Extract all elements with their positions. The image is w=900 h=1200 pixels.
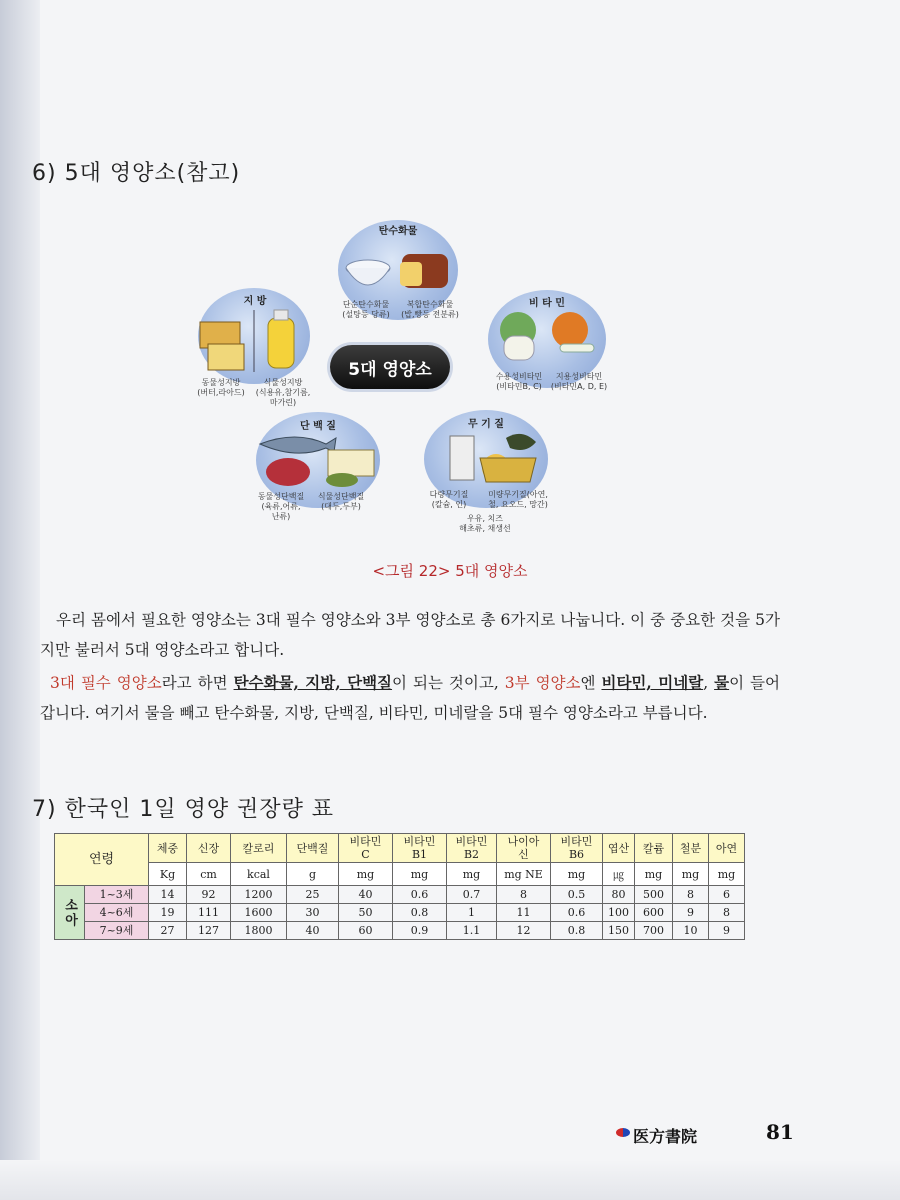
unit-cell: kcal	[231, 863, 287, 886]
unit-row	[55, 863, 745, 886]
unit-cell: mg	[393, 863, 447, 886]
vitamin-caption-1: 수용성비타민 (비타민B, C)	[495, 372, 543, 391]
unit-cell: mg	[447, 863, 497, 886]
fat-label: 지 방	[243, 296, 267, 307]
unit-cell: mg	[709, 863, 745, 886]
vitamin-label: 비 타 민	[529, 298, 565, 309]
header-cell: 철분	[673, 834, 709, 863]
protein-food-icon	[256, 428, 380, 492]
value-cell: 0.9	[393, 922, 447, 940]
protein-caption-2: 식물성단백질 (대두,두부)	[317, 492, 365, 511]
five-nutrients-badge: 5대 영양소	[330, 345, 450, 389]
value-cell: 9	[673, 904, 709, 922]
value-cell: 30	[287, 904, 339, 922]
header-cell: 체중	[149, 834, 187, 863]
value-cell: 1800	[231, 922, 287, 940]
highlight-3-sub: 3부 영양소	[504, 674, 581, 692]
carb-label: 탄수화물	[378, 226, 418, 237]
para2-text-h: ,	[703, 674, 715, 692]
value-cell: 10	[673, 922, 709, 940]
unit-cell: mg	[339, 863, 393, 886]
header-cell: 아연	[709, 834, 745, 863]
header-cell: 비타민 C	[339, 834, 393, 863]
value-cell: 0.8	[393, 904, 447, 922]
section-7-title: 7) 한국인 1일 영양 권장량 표	[32, 797, 335, 822]
value-cell: 25	[287, 886, 339, 904]
unit-cell: mg	[673, 863, 709, 886]
mineral-food-icon	[426, 428, 548, 490]
value-cell: 60	[339, 922, 393, 940]
value-cell: 111	[187, 904, 231, 922]
value-cell: 8	[709, 904, 745, 922]
table-row	[55, 886, 745, 904]
figure-caption: <그림 22> 5대 영양소	[372, 562, 528, 580]
value-cell: 100	[603, 904, 635, 922]
value-cell: 150	[603, 922, 635, 940]
group-cell: 소아	[55, 886, 85, 940]
value-cell: 40	[287, 922, 339, 940]
nutrition-table	[54, 833, 745, 940]
header-cell: 비타민 B6	[551, 834, 603, 863]
para2-text-d: 이 되는 것이고,	[392, 674, 505, 692]
value-cell: 8	[497, 886, 551, 904]
value-cell: 0.6	[393, 886, 447, 904]
unit-cell: cm	[187, 863, 231, 886]
header-cell: 칼로리	[231, 834, 287, 863]
unit-cell: Kg	[149, 863, 187, 886]
para2-text-f: 엔	[580, 674, 602, 692]
mineral-caption-1: 다량무기질 (칼슘, 인)	[429, 490, 469, 509]
age-cell: 7~9세	[85, 922, 149, 940]
page-bottom-edge	[0, 1160, 900, 1200]
value-cell: 6	[709, 886, 745, 904]
age-cell: 1~3세	[85, 886, 149, 904]
unit-cell: mg NE	[497, 863, 551, 886]
value-cell: 9	[709, 922, 745, 940]
value-cell: 40	[339, 886, 393, 904]
value-cell: 19	[149, 904, 187, 922]
fat-caption-2: 식물성지방 (식용유,참기름, 마가린)	[255, 378, 311, 407]
carb-caption-2: 복합탄수화물 (밥,빵등 전분류)	[401, 300, 459, 319]
emphasis-carb-fat-protein: 탄수화물, 지방, 단백질	[233, 673, 393, 692]
publisher-logo-icon	[616, 1128, 630, 1137]
value-cell: 0.8	[551, 922, 603, 940]
emphasis-vitamin-mineral: 비타민, 미네랄	[601, 673, 704, 692]
paragraph-1: 우리 몸에서 필요한 영양소는 3대 필수 영양소와 3부 영양소로 총 6가지로 나눕니다. 이 중 중요한 것을 5가지만 불러서 5대 영양소라고 합니다.	[40, 611, 780, 659]
value-cell: 0.7	[447, 886, 497, 904]
age-header: 연령	[55, 834, 149, 886]
mineral-caption-2: 미량무기질(아연, 철, 요오드, 망간)	[488, 490, 548, 509]
unit-cell: ㎍	[603, 863, 635, 886]
table-row	[55, 922, 745, 940]
unit-cell: mg	[635, 863, 673, 886]
value-cell: 600	[635, 904, 673, 922]
unit-cell: mg	[551, 863, 603, 886]
value-cell: 500	[635, 886, 673, 904]
header-cell: 비타민 B2	[447, 834, 497, 863]
value-cell: 8	[673, 886, 709, 904]
value-cell: 700	[635, 922, 673, 940]
header-row	[55, 834, 745, 863]
header-cell: 나이아 신	[497, 834, 551, 863]
table-row	[55, 904, 745, 922]
header-cell: 비타민 B1	[393, 834, 447, 863]
paragraph-2	[40, 668, 780, 728]
section-6-title: 6) 5대 영양소(참고)	[32, 161, 241, 186]
vitamin-food-icon	[490, 306, 606, 368]
protein-caption-1: 동물성단백질 (육류,어류, 난류)	[257, 492, 305, 521]
header-cell: 신장	[187, 834, 231, 863]
value-cell: 1600	[231, 904, 287, 922]
value-cell: 1	[447, 904, 497, 922]
value-cell: 0.5	[551, 886, 603, 904]
mineral-label: 무 기 질	[468, 419, 504, 430]
mineral-caption-3: 우유, 치즈 해초류, 채생선	[459, 514, 511, 533]
header-cell: 단백질	[287, 834, 339, 863]
value-cell: 127	[187, 922, 231, 940]
highlight-3-essential: 3대 필수 영양소	[50, 674, 162, 692]
protein-label: 단 백 질	[300, 421, 336, 432]
unit-cell: g	[287, 863, 339, 886]
value-cell: 50	[339, 904, 393, 922]
page-number: 81	[766, 1120, 794, 1144]
carb-caption-1: 단순탄수화물 (설탕등 당류)	[342, 300, 390, 319]
vitamin-caption-2: 지용성비타민 (비타민A, D, E)	[550, 372, 608, 391]
publisher-name: 医方書院	[633, 1127, 698, 1146]
value-cell: 0.6	[551, 904, 603, 922]
value-cell: 80	[603, 886, 635, 904]
para2-text-j: 이 들어갑니다. 여기서 물을 빼고 탄수화물, 지방, 단백질, 비타민, 미네랄을 5대 필수 영양소라고 부릅니다.	[40, 674, 781, 722]
para2-text-b: 라고 하면	[161, 674, 234, 692]
emphasis-water: 물	[714, 673, 730, 692]
value-cell: 1.1	[447, 922, 497, 940]
fat-food-icon	[196, 304, 306, 374]
carb-food-icon	[340, 240, 460, 296]
age-cell: 4~6세	[85, 904, 149, 922]
value-cell: 92	[187, 886, 231, 904]
value-cell: 11	[497, 904, 551, 922]
fat-caption-1: 동물성지방 (버터,라아드)	[197, 378, 245, 397]
value-cell: 27	[149, 922, 187, 940]
header-cell: 엽산	[603, 834, 635, 863]
header-cell: 칼륨	[635, 834, 673, 863]
value-cell: 1200	[231, 886, 287, 904]
value-cell: 12	[497, 922, 551, 940]
value-cell: 14	[149, 886, 187, 904]
